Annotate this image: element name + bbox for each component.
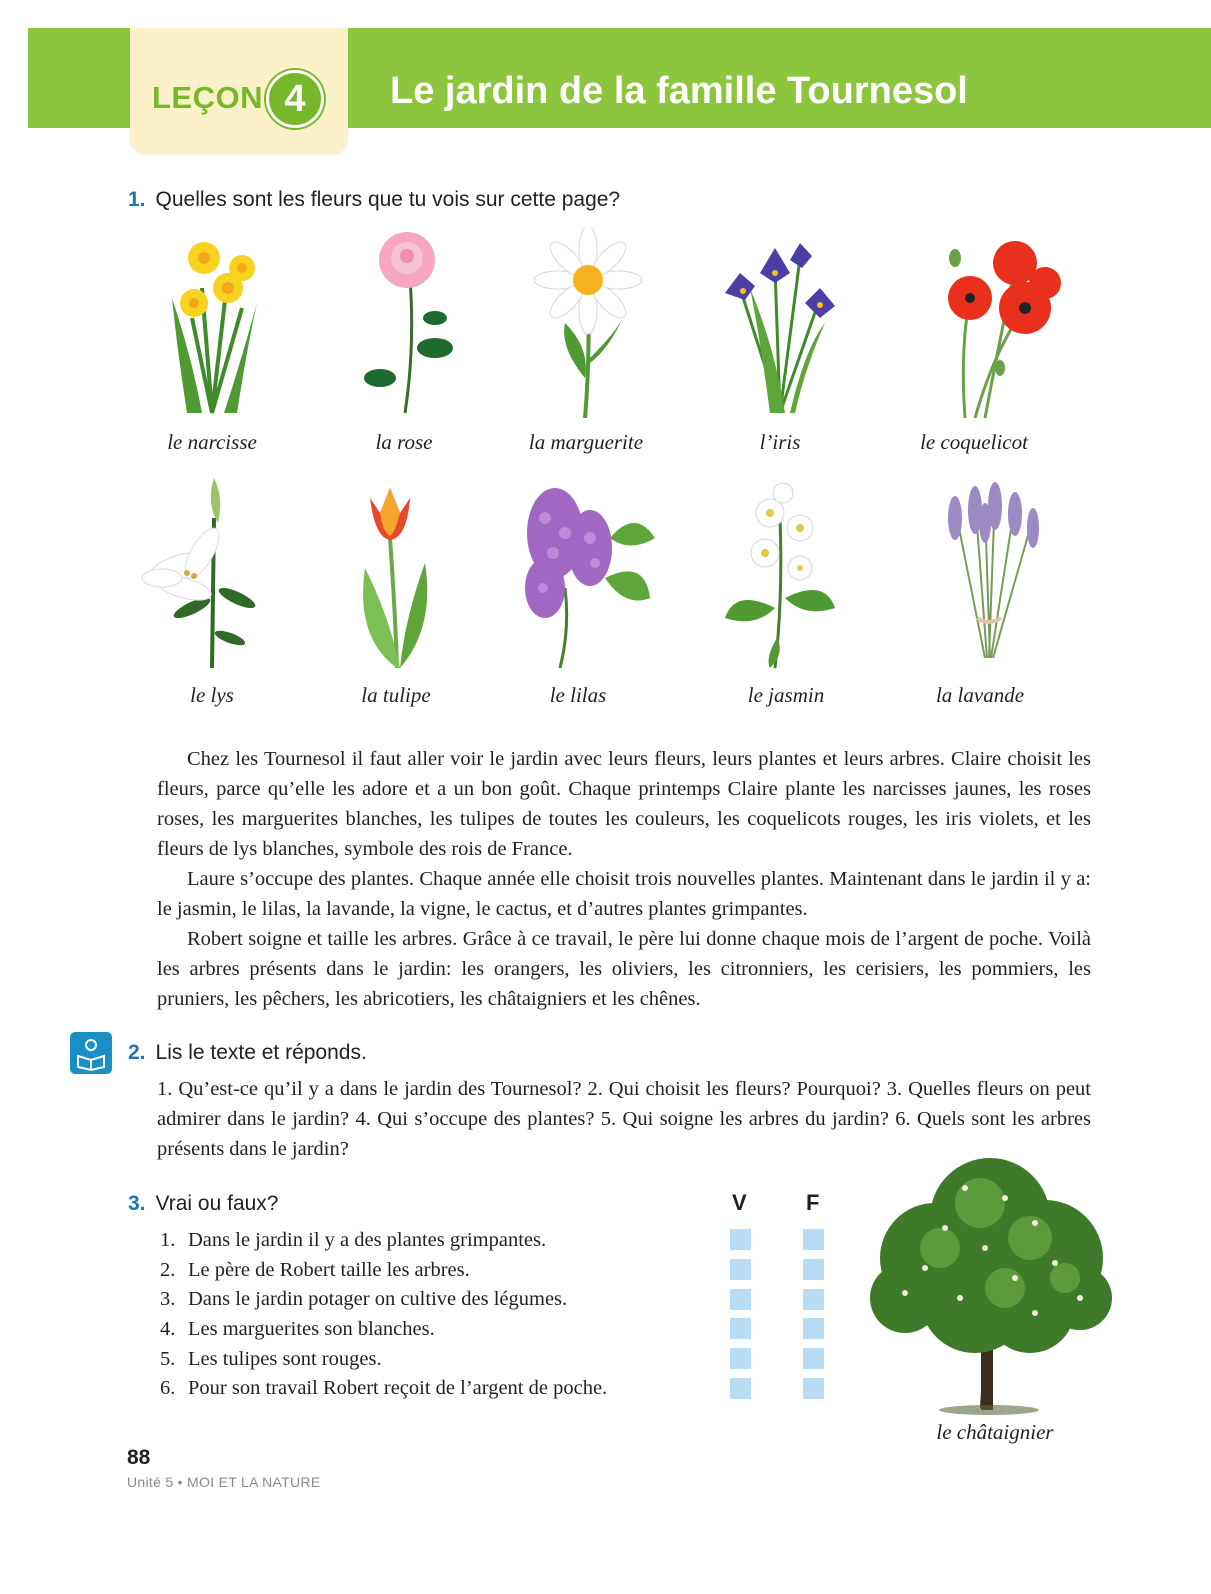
reading-text — [157, 744, 1091, 1014]
flower-caption: le narcisse — [167, 430, 257, 454]
false-checkbox-3[interactable] — [803, 1289, 824, 1310]
poppy-icon — [915, 228, 1075, 418]
rose-icon — [335, 228, 495, 418]
false-checkbox-6[interactable] — [803, 1378, 824, 1399]
chestnut-tree-icon — [865, 1148, 1115, 1418]
question-text: Vrai ou faux? — [155, 1192, 279, 1215]
lesson-number: 4 — [266, 70, 324, 128]
item-number: 6. — [160, 1377, 176, 1400]
item-number: 2. — [160, 1258, 176, 1281]
flower-caption: l’iris — [759, 430, 801, 454]
item-text: Pour son travail Robert reçoit de l’argent de poche. — [188, 1377, 608, 1400]
question-text: Lis le texte et réponds. — [155, 1041, 367, 1064]
page-title: Le jardin de la famille Tournesol — [390, 70, 968, 112]
page-number: 88 — [127, 1446, 151, 1469]
question-number: 2. — [128, 1041, 146, 1064]
true-false-list — [160, 1226, 607, 1404]
lilac-icon — [505, 478, 665, 668]
question-3 — [128, 1192, 278, 1216]
true-checkbox-2[interactable] — [730, 1259, 751, 1280]
item-number: 3. — [160, 1288, 176, 1311]
true-checkbox-6[interactable] — [730, 1378, 751, 1399]
true-checkbox-5[interactable] — [730, 1348, 751, 1369]
true-checkbox-4[interactable] — [730, 1318, 751, 1339]
reading-icon — [70, 1032, 112, 1074]
flower-caption: le lys — [190, 683, 234, 707]
lavender-icon — [915, 478, 1075, 668]
false-column-header: F — [806, 1190, 820, 1215]
lily-icon — [132, 478, 292, 668]
jasmine-icon — [705, 478, 865, 668]
list-item — [160, 1374, 607, 1404]
flower-caption: la tulipe — [361, 683, 431, 707]
item-text: Le père de Robert taille les arbres. — [188, 1258, 470, 1281]
lesson-label: LEÇON — [152, 80, 263, 115]
unit-footer: Unité 5 • MOI ET LA NATURE — [127, 1474, 321, 1490]
paragraph: Robert soigne et taille les arbres. Grâce à ce travail, le père lui donne chaque mois de l’argent de poche. Voilà les arbres présents dans le jardin: les orangers, les oliviers, les citronniers, les cerisiers, les pommiers, les pruniers, les pêchers, les abricotiers, les châtaigniers et les chênes. — [157, 928, 1091, 1010]
iris-icon — [700, 228, 860, 418]
item-text: Les marguerites son blanches. — [188, 1318, 435, 1341]
true-checkbox-3[interactable] — [730, 1289, 751, 1310]
list-item — [160, 1345, 607, 1375]
flower-caption: la marguerite — [528, 430, 644, 454]
question-1 — [128, 188, 620, 212]
false-checkbox-4[interactable] — [803, 1318, 824, 1339]
item-text: Dans le jardin il y a des plantes grimpantes. — [188, 1229, 547, 1251]
flower-caption: la lavande — [935, 683, 1025, 707]
item-number: 5. — [160, 1347, 176, 1370]
item-text: Les tulipes sont rouges. — [188, 1347, 382, 1370]
flower-caption: le coquelicot — [920, 430, 1028, 454]
false-checkbox-2[interactable] — [803, 1259, 824, 1280]
item-number: 1. — [160, 1229, 176, 1251]
question-number: 1. — [128, 188, 146, 211]
list-item — [160, 1256, 607, 1286]
item-text: Dans le jardin potager on cultive des légumes. — [188, 1288, 568, 1311]
false-checkbox-1[interactable] — [803, 1229, 824, 1250]
question-number: 3. — [128, 1192, 146, 1215]
comprehension-questions: 1. Qu’est-ce qu’il y a dans le jardin des Tournesol? 2. Qui choisit les fleurs? Pourquoi? 3. Quelles fleurs on peut admirer dans le jardin? 4. Qui s’occupe des plantes? 5. Qui soigne les arbres du jardin? 6. Quels sont les arbres présents dans le jardin? — [157, 1078, 1091, 1160]
true-column-header: V — [732, 1190, 747, 1215]
paragraph: Chez les Tournesol il faut aller voir le jardin avec leurs fleurs, leurs plantes et leurs arbres. Claire choisit les fleurs, parce qu’elle les adore et a un bon goût. Chaque printemps Claire plante les narcisses jaunes, les roses roses, les marguerites blanches, les tulipes de toutes les couleurs, les coquelicots rouges, les iris violets, et les fleurs de lys blanches, symbole des rois de France. — [157, 748, 1091, 860]
question-text: Quelles sont les fleurs que tu vois sur cette page? — [155, 188, 621, 211]
list-item — [160, 1226, 607, 1256]
flower-caption: le jasmin — [747, 683, 825, 707]
question-2 — [128, 1041, 367, 1065]
narcissus-icon — [132, 228, 292, 418]
tulip-icon — [325, 478, 485, 668]
list-item — [160, 1315, 607, 1345]
true-checkbox-1[interactable] — [730, 1229, 751, 1250]
tree-caption: le châtaignier — [936, 1420, 1054, 1444]
flower-caption: la rose — [375, 430, 433, 454]
daisy-icon — [510, 228, 670, 418]
false-checkbox-5[interactable] — [803, 1348, 824, 1369]
paragraph: Laure s’occupe des plantes. Chaque année elle choisit trois nouvelles plantes. Maintenant dans le jardin il y a: le jasmin, le lilas, la lavande, la vigne, le cactus, et d’autres plantes grimpantes. — [157, 868, 1091, 920]
list-item — [160, 1285, 607, 1315]
flower-caption: le lilas — [549, 683, 607, 707]
item-number: 4. — [160, 1318, 176, 1341]
